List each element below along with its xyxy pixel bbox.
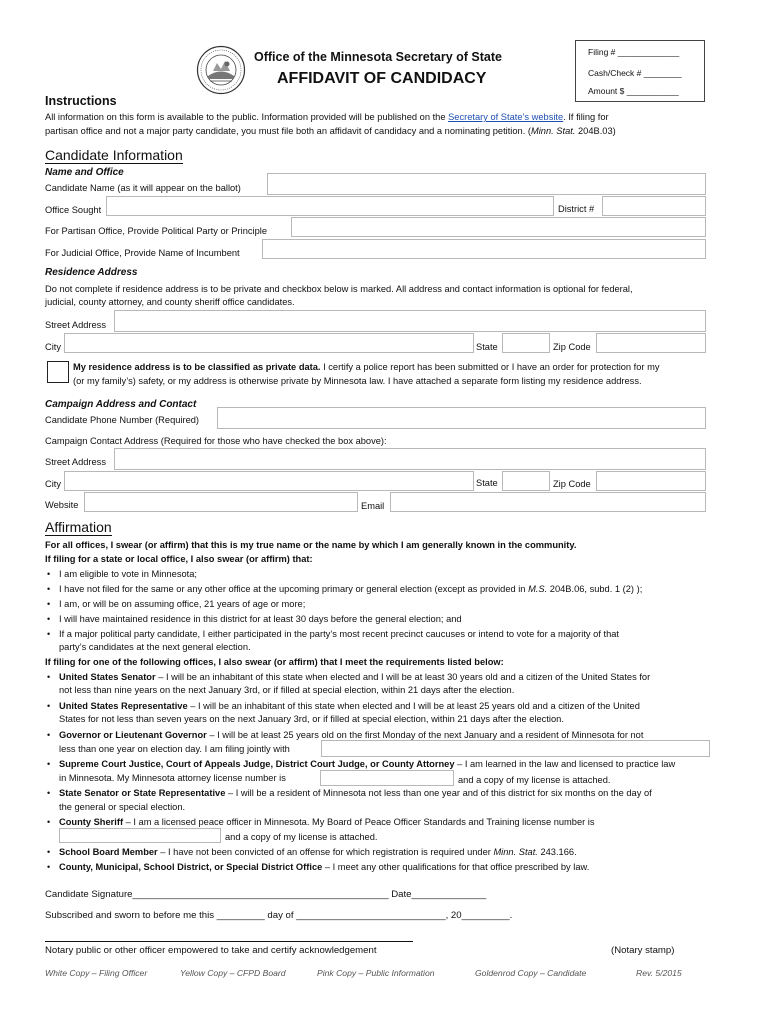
all-offices-oath: For all offices, I swear (or affirm) that this is my true name or the name by which I am generally known in the community. <box>45 540 577 550</box>
county-office-text: – I meet any other qualifications for that office prescribed by law. <box>322 862 590 872</box>
instructions-text-2: partisan office and not a major party candidate, you must file both an affidavit of candidacy and a nominating petition. ( <box>45 126 531 136</box>
eligibility-item-2-end: 204B.06, subd. 1 (2) ); <box>547 584 643 594</box>
school-board-req <box>59 846 577 858</box>
attorney-license-field[interactable] <box>320 770 454 786</box>
instructions-line-2 <box>45 125 616 137</box>
form-title: AFFIDAVIT OF CANDIDACY <box>277 70 487 87</box>
phone-field[interactable] <box>217 407 706 429</box>
eligibility-item-3: I am, or will be on assuming office, 21 years of age or more; <box>59 599 306 609</box>
sheriff-title: County Sheriff <box>59 817 124 827</box>
instructions-text: All information on this form is available to the public. Information provided will be published on the <box>45 112 449 122</box>
party-field[interactable] <box>291 217 706 237</box>
campaign-state-field[interactable] <box>502 471 550 491</box>
incumbent-label: For Judicial Office, Provide Name of Incumbent <box>45 248 240 258</box>
private-address-line-1 <box>73 361 660 373</box>
residence-note-1: Do not complete if residence address is to be private and checkbox below is marked. All address and contact information is optional for federal, <box>45 284 633 294</box>
bullet-icon: • <box>47 817 51 827</box>
governor-req-cont: less than one year on election day. I am filing jointly with <box>59 744 290 754</box>
instructions-line-1 <box>45 111 609 123</box>
us-rep-title: United States Representative <box>59 701 188 711</box>
district-label: District # <box>558 204 595 214</box>
email-field[interactable] <box>390 492 706 512</box>
bullet-icon: • <box>47 584 51 594</box>
city-label: City <box>45 342 62 352</box>
phone-label: Candidate Phone Number (Required) <box>45 415 200 425</box>
governor-title: Governor or Lieutenant Governor <box>59 730 207 740</box>
sos-website-link[interactable]: Secretary of State’s website <box>448 112 564 122</box>
bullet-icon: • <box>47 788 51 798</box>
county-office-title: County, Municipal, School District, or Special District Office <box>59 862 323 872</box>
name-office-heading: Name and Office <box>45 167 124 178</box>
eligibility-item-2 <box>59 583 642 595</box>
eligibility-item-1: I am eligible to vote in Minnesota; <box>59 569 197 579</box>
school-board-text: – I have not been convicted of an offense for which registration is required under <box>157 847 494 857</box>
candidate-name-field[interactable] <box>267 173 706 195</box>
office-sought-field[interactable] <box>106 196 554 216</box>
campaign-zip-field[interactable] <box>596 471 706 491</box>
eligibility-item-5-cont: party’s candidates at the next general election. <box>59 642 251 652</box>
state-seal-icon <box>196 45 246 95</box>
eligibility-item-2-text: I have not filed for the same or any other office at the upcoming primary or general election (except as provided in <box>59 584 529 594</box>
bullet-icon: • <box>47 629 51 639</box>
state-legislator-req-cont: the general or special election. <box>59 802 186 812</box>
statute-number: 204B.03) <box>575 126 616 136</box>
us-senator-req <box>59 671 650 683</box>
bullet-icon: • <box>47 759 51 769</box>
office-name: Office of the Minnesota Secretary of State <box>254 50 502 64</box>
bullet-icon: • <box>47 672 51 682</box>
incumbent-field[interactable] <box>262 239 706 259</box>
eligibility-item-4: I will have maintained residence in this district for at least 30 days before the general election; and <box>59 614 462 624</box>
state-label: State <box>476 342 498 352</box>
county-office-req <box>59 861 589 873</box>
candidate-signature-line[interactable]: Candidate Signature________________________________________________ Date______________ <box>45 889 487 900</box>
campaign-zip-label: Zip Code <box>553 479 591 489</box>
filing-number: Filing # _____________ <box>588 47 680 57</box>
campaign-state-label: State <box>476 478 498 488</box>
us-senator-req-cont: not less than nine years on the next January 3rd, or if filled at special election, within 21 days after the election. <box>59 685 515 695</box>
private-address-checkbox[interactable] <box>47 361 69 383</box>
following-offices-oath: If filing for one of the following offices, I also swear (or affirm) that I meet the requirements listed below: <box>45 657 504 667</box>
private-address-text: I certify a police report has been submitted or I have an order for protection for my <box>320 362 660 372</box>
instructions-text-end: . If filing for <box>563 112 609 122</box>
court-text: – I am learned in the law and licensed to practice law <box>454 759 676 769</box>
school-board-cite: Minn. Stat. <box>493 847 538 857</box>
affirmation-heading: Affirmation <box>45 519 112 535</box>
state-legislator-title: State Senator or State Representative <box>59 788 226 798</box>
state-legislator-req <box>59 787 652 799</box>
website-field[interactable] <box>84 492 358 512</box>
sheriff-text: – I am a licensed peace officer in Minnesota. My Board of Peace Officer Standards and Training license number is <box>123 817 595 827</box>
residence-heading: Residence Address <box>45 267 138 278</box>
eligibility-item-5: If a major political party candidate, I either participated in the party’s most recent precinct caucuses or intend to vote for a majority of that <box>59 629 619 639</box>
street-address-field[interactable] <box>114 310 706 332</box>
instructions-heading: Instructions <box>45 94 117 108</box>
school-board-title: School Board Member <box>59 847 158 857</box>
us-rep-req <box>59 700 640 712</box>
amount: Amount $ ___________ <box>588 86 679 96</box>
peace-officer-license-field[interactable] <box>59 828 221 843</box>
statute-cite: Minn. Stat. <box>530 126 576 136</box>
bullet-icon: • <box>47 701 51 711</box>
district-field[interactable] <box>602 196 706 216</box>
joint-filer-field[interactable] <box>321 740 710 757</box>
us-senator-title: United States Senator <box>59 672 156 682</box>
campaign-street-field[interactable] <box>114 448 706 470</box>
bullet-icon: • <box>47 614 51 624</box>
footer-white-copy: White Copy – Filing Officer <box>45 968 148 978</box>
footer-pink-copy: Pink Copy – Public Information <box>317 968 435 978</box>
campaign-city-label: City <box>45 479 62 489</box>
us-rep-req-cont: States for not less than seven years on the next January 3rd, or if filled at special election, within 21 days after the election. <box>59 714 564 724</box>
bullet-icon: • <box>47 730 51 740</box>
court-req <box>59 758 675 770</box>
party-label: For Partisan Office, Provide Political Party or Principle <box>45 226 268 236</box>
subscribed-sworn-line[interactable]: Subscribed and sworn to before me this _________ day of ____________________________, 20_________. <box>45 910 513 921</box>
ms-cite: M.S. <box>528 584 548 594</box>
footer-goldenrod-copy: Goldenrod Copy – Candidate <box>475 968 587 978</box>
private-address-bold: My residence address is to be classified as private data. <box>73 362 321 372</box>
campaign-heading: Campaign Address and Contact <box>45 399 197 410</box>
sheriff-req-end: and a copy of my license is attached. <box>225 832 378 842</box>
state-local-oath: If filing for a state or local office, I also swear (or affirm) that: <box>45 554 313 564</box>
school-board-statute: 243.166. <box>537 847 577 857</box>
contact-address-label: Campaign Contact Address (Required for those who have checked the box above): <box>45 436 387 446</box>
campaign-city-field[interactable] <box>64 471 474 491</box>
candidate-info-heading: Candidate Information <box>45 147 183 163</box>
court-req-end: and a copy of my license is attached. <box>458 775 611 785</box>
residence-note-2: judicial, county attorney, and county sheriff office candidates. <box>45 297 295 307</box>
sheriff-req <box>59 816 595 828</box>
bullet-icon: • <box>47 569 51 579</box>
state-legislator-text: – I will be a resident of Minnesota not less than one year and of this district for six months on the day of <box>225 788 652 798</box>
governor-text: – I will be at least 25 years old on the first Monday of the next January and a resident of Minnesota for not <box>206 730 644 740</box>
office-sought-label: Office Sought <box>45 205 102 215</box>
footer-yellow-copy: Yellow Copy – CFPD Board <box>180 968 286 978</box>
notary-label: Notary public or other officer empowered to take and certify acknowledgement <box>45 945 377 956</box>
court-title: Supreme Court Justice, Court of Appeals Judge, District Court Judge, or County Attorney <box>59 759 455 769</box>
bullet-icon: • <box>47 847 51 857</box>
notary-stamp-label: (Notary stamp) <box>611 945 675 956</box>
email-label: Email <box>361 501 385 511</box>
city-field[interactable] <box>64 333 474 353</box>
us-senator-text: – I will be an inhabitant of this state when elected and I will be at least 30 years old and a citizen of the United States for <box>155 672 651 682</box>
private-address-line-2: (or my family’s) safety, or my address is otherwise private by Minnesota law. I have attached a separate form listing my residence address. <box>73 376 642 386</box>
website-label: Website <box>45 500 79 510</box>
campaign-street-label: Street Address <box>45 457 106 467</box>
cash-check-number: Cash/Check # ________ <box>588 68 682 78</box>
bullet-icon: • <box>47 599 51 609</box>
admin-box <box>575 40 705 102</box>
footer-revision: Rev. 5/2015 <box>636 968 682 978</box>
zip-code-label: Zip Code <box>553 342 591 352</box>
candidate-name-label: Candidate Name (as it will appear on the ballot) <box>45 183 241 193</box>
us-rep-text: – I will be an inhabitant of this state when elected and I will be at least 25 years old and a citizen of the United <box>187 701 640 711</box>
notary-signature-line[interactable] <box>45 941 413 942</box>
court-req-cont: in Minnesota. My Minnesota attorney license number is <box>59 773 286 783</box>
zip-code-field[interactable] <box>596 333 706 353</box>
state-field[interactable] <box>502 333 550 353</box>
bullet-icon: • <box>47 862 51 872</box>
street-address-label: Street Address <box>45 320 106 330</box>
